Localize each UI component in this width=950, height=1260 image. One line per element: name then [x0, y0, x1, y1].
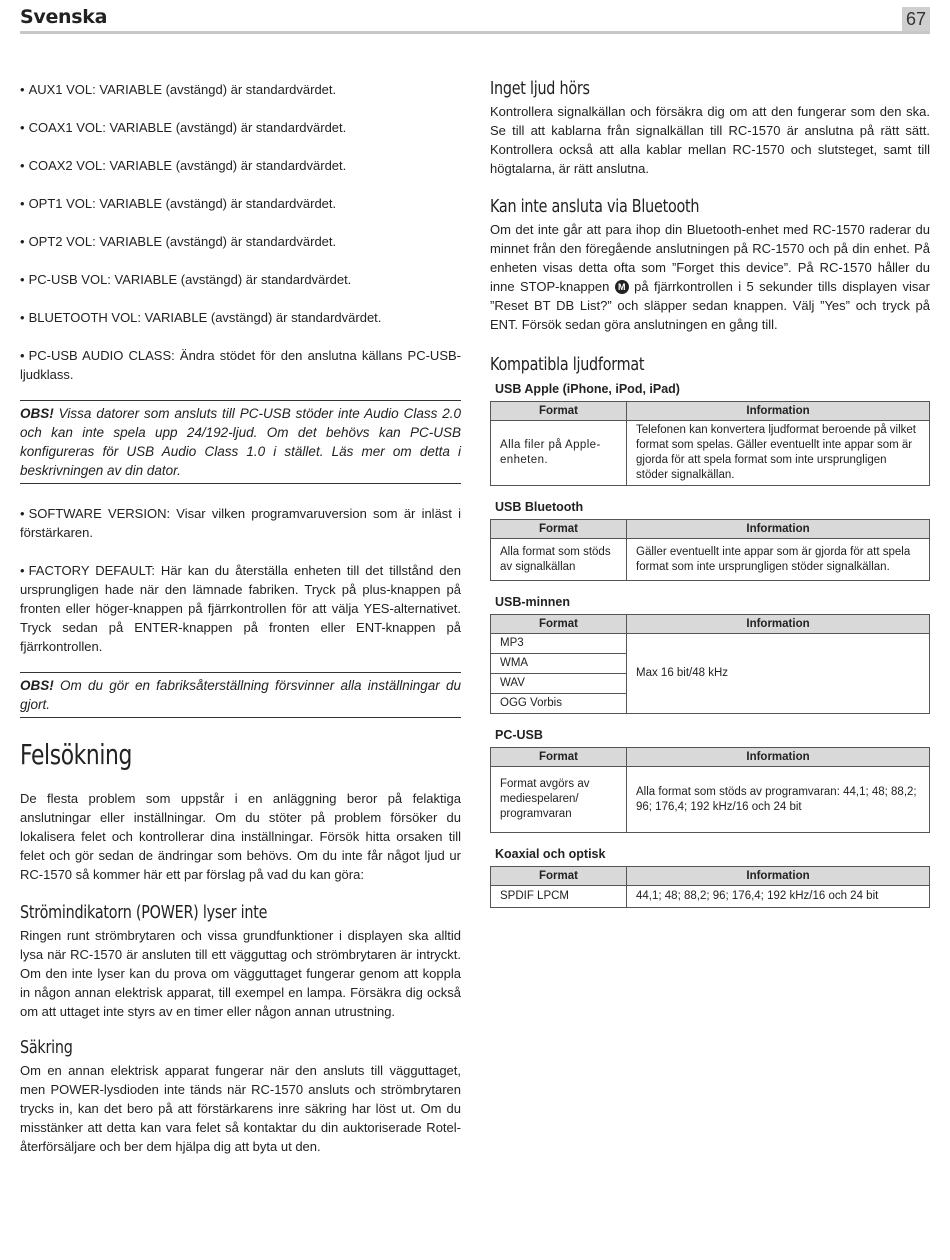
header-title: Svenska: [20, 6, 108, 28]
page-header: [20, 4, 930, 34]
heading-fuse: Säkring: [20, 1038, 73, 1058]
note-text: Om du gör en fabriksåterställning försvinner alla inställningar du gjort.: [20, 678, 461, 712]
info-cell: Alla format som stöds av programvaran: 44,1; 48; 88,2; 96; 176,4; 192 kHz/16 och 24 bit: [627, 767, 930, 833]
col-information: Information: [627, 748, 930, 767]
col-information: Information: [627, 402, 930, 421]
bullet-software-version: • SOFTWARE VERSION: Visar vilken programvaruversion som är inläst i förstärkaren.: [20, 506, 461, 540]
format-cell: Alla format som stöds av signalkällan: [491, 539, 627, 581]
bullet-opt1: • OPT1 VOL: VARIABLE (avstängd) är standardvärdet.: [20, 196, 337, 211]
bluetooth-text: Om det inte går att para ihop din Bluetooth-enhet med RC-1570 raderar du minnet från den föregående anslutningen på RC-1570 och på din enhet. På enheten visas detta ofta som ”Forget this device”. På RC-1570 håller du inne STOP-knappen M på fjärrkontrollen i 5 sekunder tills displayen visar ”Reset BT DB List?” och släpper sedan knappen. Välj ”Yes” och tryck på ENT. Försök sedan göra anslutningen en gång till.: [490, 222, 930, 332]
format-cell: Format avgörs av mediespelaren/ programvaran: [491, 767, 627, 833]
power-text: Ringen runt strömbrytaren och vissa grundfunktioner i displayen ska alltid lysa när RC-1570 är ansluten till ett vägguttag och strömbrytaren är intryckt. Om den inte lyser kan du prova om vägguttaget fungerar genom att koppla in någon annan elektrisk apparat, till exempel en lampa. Försäkra dig också om att uttaget inte styrs av en timer eller någon annan utrustning.: [20, 928, 461, 1019]
format-cell: WAV: [491, 674, 627, 694]
page-number: 67: [902, 7, 930, 31]
bullet-bluetooth-vol: • BLUETOOTH VOL: VARIABLE (avstängd) är standardvärdet.: [20, 310, 382, 325]
table-title-bluetooth: USB Bluetooth: [495, 500, 584, 514]
table-row: [491, 634, 930, 654]
col-format: Format: [491, 402, 627, 421]
table-usb-stick: [490, 614, 930, 714]
info-cell: Telefonen kan konvertera ljudformat beroende på vilket format som spelas. Gäller eventuellt inte appar som är gjorda för att spela format som inte ursprungligen stöder signalkällan.: [627, 421, 930, 486]
note-label: OBS!: [20, 678, 54, 693]
format-cell: SPDIF LPCM: [491, 886, 627, 908]
format-cell: OGG Vorbis: [491, 694, 627, 714]
table-coax-optical: [490, 866, 930, 908]
info-cell: Gäller eventuellt inte appar som är gjorda för att spela format som inte ursprungligen stöder signalkällan.: [627, 539, 930, 581]
col-information: Information: [627, 615, 930, 634]
table-title-coax: Koaxial och optisk: [495, 847, 606, 861]
note-audio-class: [20, 400, 461, 484]
table-title-pcusb: PC-USB: [495, 728, 543, 742]
col-format: Format: [491, 867, 627, 886]
col-information: Information: [627, 867, 930, 886]
format-cell: WMA: [491, 654, 627, 674]
note-factory-reset: [20, 672, 461, 718]
table-usb-bluetooth: [490, 519, 930, 581]
col-format: Format: [491, 748, 627, 767]
table-title-usb-stick: USB-minnen: [495, 595, 570, 609]
bullet-aux1: • AUX1 VOL: VARIABLE (avstängd) är standardvärdet.: [20, 82, 337, 97]
bullet-coax1: • COAX1 VOL: VARIABLE (avstängd) är standardvärdet.: [20, 120, 347, 135]
heading-power: Strömindikatorn (POWER) lyser inte: [20, 903, 268, 923]
col-information: Information: [627, 520, 930, 539]
format-cell: MP3: [491, 634, 627, 654]
table-row: [491, 421, 930, 486]
stop-button-m-icon: M: [615, 280, 629, 294]
table-pcusb: [490, 747, 930, 833]
table-row: [491, 886, 930, 908]
bullet-pcusb-vol: • PC-USB VOL: VARIABLE (avstängd) är standardvärdet.: [20, 272, 352, 287]
heading-no-sound: Inget ljud hörs: [490, 79, 590, 99]
col-format: Format: [491, 520, 627, 539]
bullet-pcusb-audio-class: • PC-USB AUDIO CLASS: Ändra stödet för den anslutna källans PC-USB-ljudklass.: [20, 348, 461, 382]
table-row: [491, 539, 930, 581]
note-label: OBS!: [20, 406, 54, 421]
info-cell: 44,1; 48; 88,2; 96; 176,4; 192 kHz/16 och 24 bit: [627, 886, 930, 908]
note-text: Vissa datorer som ansluts till PC-USB stöder inte Audio Class 2.0 och kan inte spela upp 24/192-ljud. Om det behövs kan PC-USB konfigureras för USB Audio Class 1.0 i stället. Läs mer om detta i beskrivningen av din dator.: [20, 406, 461, 478]
fuse-text: Om en annan elektrisk apparat fungerar när den ansluts till vägguttaget, men POWER-lysdioden inte tänds när RC-1570 ansluts och strömbrytaren trycks in, kan det bero på att förstärkarens inre säkring har löst ut. Om du misstänker att detta kan vara felet så kontaktar du din auktoriserade Rotel-återförsäljare och ber dem hjälpa dig att byta ut den.: [20, 1063, 461, 1154]
heading-formats: Kompatibla ljudformat: [490, 355, 645, 375]
table-row: [491, 767, 930, 833]
bullet-factory-default: • FACTORY DEFAULT: Här kan du återställa enheten till det tillstånd den ursprungligen hade när den lämnade fabriken. Tryck på plus-knappen på fronten eller höger-knappen på fjärrkontrollen för att välja YES-alternativet. Tryck sedan på ENTER-knappen på fronten eller ENT-knappen på fjärrkontrollen.: [20, 563, 461, 654]
format-cell: Alla filer på Apple-enheten.: [491, 421, 627, 486]
bullet-opt2: • OPT2 VOL: VARIABLE (avstängd) är standardvärdet.: [20, 234, 337, 249]
table-usb-apple: [490, 401, 930, 486]
heading-bluetooth: Kan inte ansluta via Bluetooth: [490, 197, 700, 217]
table-title-apple: USB Apple (iPhone, iPod, iPad): [495, 382, 680, 396]
section-title-felsokning: Felsökning: [20, 738, 132, 771]
bullet-coax2: • COAX2 VOL: VARIABLE (avstängd) är standardvärdet.: [20, 158, 347, 173]
col-format: Format: [491, 615, 627, 634]
left-column: [20, 80, 461, 1172]
felsokning-intro: De flesta problem som uppstår i en anläggning beror på felaktiga anslutningar eller inställningar. Om du stöter på problem försöker du lokalisera felet och kontrollerar dina inställningar. Försök hitta orsaken till felet och gör sedan de ändringar som behövs. Om du inte får något ljud ur RC-1570 så kommer här ett par förslag på vad du kan göra:: [20, 791, 461, 882]
right-column: [490, 78, 930, 922]
info-cell: Max 16 bit/48 kHz: [627, 634, 930, 714]
no-sound-text: Kontrollera signalkällan och försäkra dig om att den fungerar som den ska. Se till att kablarna från signalkällan till RC-1570 är anslutna på rätt sätt. Kontrollera också att alla kablar mellan RC-1570 och slutsteget, samt till högtalarna, är rätt anslutna.: [490, 104, 930, 176]
